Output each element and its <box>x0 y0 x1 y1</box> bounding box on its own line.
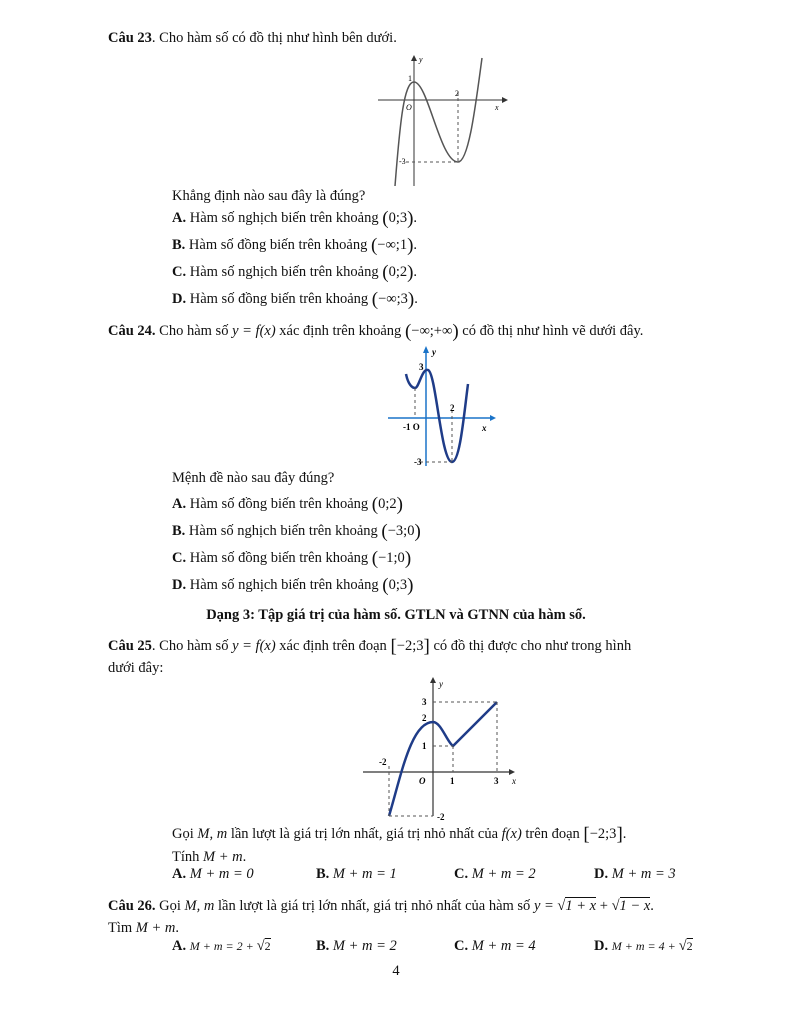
q23-option-d[interactable]: D. Hàm số đồng biến trên khoảng (−∞;3). <box>172 289 418 310</box>
q23-x-arrow <box>502 97 508 103</box>
q26-option-a[interactable]: A. M + m = 2 + √2 <box>172 938 271 954</box>
q25-option-b[interactable]: B. M + m = 1 <box>316 866 397 882</box>
q25-x-label: x <box>512 776 516 786</box>
sqrt-sign: √ <box>678 938 687 954</box>
section-title: Dạng 3: Tập giá trị của hàm số. GTLN và GTNN của hàm số. <box>206 607 586 623</box>
q25-x-arrow <box>509 769 515 775</box>
sqrt-sign: √ <box>611 898 620 914</box>
q25-label: Câu 25 <box>108 638 152 654</box>
q24-x-mark: 2 <box>450 403 455 413</box>
q25-y-label: y <box>439 679 443 689</box>
sqrt-sign: √ <box>256 938 265 954</box>
q25-text-line1: Gọi M, m lần lượt là giá trị lớn nhất, giá trị nhỏ nhất của f(x) trên đoạn [−2;3]. <box>172 824 627 845</box>
q25-stem: Câu 25. Cho hàm số y = f(x) xác định trên đoạn [−2;3] có đồ thị được cho như trong hình <box>108 636 632 657</box>
q26-label: Câu 26. <box>108 898 156 914</box>
q23-origin: O <box>406 103 412 112</box>
q23-y-label: y <box>419 55 423 64</box>
q24-option-d[interactable]: D. Hàm số nghịch biến trên khoảng (0;3) <box>172 575 414 596</box>
q24-question: Mệnh đề nào sau đây đúng? <box>172 470 335 486</box>
q23-x-mark: 2 <box>455 89 459 98</box>
q25-stem-line2: dưới đây: <box>108 660 164 676</box>
q26-stem: Câu 26. Gọi M, m lần lượt là giá trị lớn nhất, giá trị nhỏ nhất của hàm số y = √1 + x + √1 − x. <box>108 898 654 914</box>
q24-curve <box>406 370 468 462</box>
q24-graph <box>386 344 498 468</box>
q26-option-c[interactable]: C. M + m = 4 <box>454 938 536 954</box>
q25-y-arrow <box>430 677 436 683</box>
q24-option-c[interactable]: C. Hàm số đồng biến trên khoảng (−1;0) <box>172 548 412 569</box>
q23-y-min: -3 <box>399 157 406 166</box>
q24-y-min: -3 <box>414 457 422 467</box>
q25-y-neg2: -2 <box>437 812 445 822</box>
q26-line2: Tìm M + m. <box>108 920 180 936</box>
q25-x3: 3 <box>494 776 499 786</box>
q25-y2: 2 <box>422 713 427 723</box>
q25-text-line2: Tính M + m. <box>172 849 247 865</box>
q24-x-arrow <box>490 415 496 421</box>
q23-graph <box>374 52 514 188</box>
q24-y-top: 3 <box>419 362 424 372</box>
q23-x-label: x <box>495 103 499 112</box>
q24-x-label: x <box>482 423 487 433</box>
q24-option-a[interactable]: A. Hàm số đồng biến trên khoảng (0;2) <box>172 494 403 515</box>
q25-graph <box>355 676 523 822</box>
q25-option-a[interactable]: A. M + m = 0 <box>172 866 254 882</box>
q24-stem: Câu 24. Cho hàm số y = f(x) xác định trên khoảng (−∞;+∞) có đồ thị như hình vẽ dưới đây. <box>108 321 644 342</box>
q23-stem: Câu 23. Cho hàm số có đồ thị như hình bên dưới. <box>108 30 397 46</box>
q25-option-d[interactable]: D. M + m = 3 <box>594 866 676 882</box>
q25-y1: 1 <box>422 741 427 751</box>
q25-y3: 3 <box>422 697 427 707</box>
q23-y-arrow <box>411 55 417 61</box>
q23-y-top: 1 <box>408 74 412 83</box>
sqrt-sign: √ <box>557 898 566 914</box>
q26-option-d[interactable]: D. M + m = 4 + √2 <box>594 938 693 954</box>
q25-x-neg2: -2 <box>379 757 387 767</box>
q24-label: Câu 24. <box>108 323 156 339</box>
q23-option-c[interactable]: C. Hàm số nghịch biến trên khoảng (0;2). <box>172 262 418 283</box>
q23-question: Khẳng định nào sau đây là đúng? <box>172 188 366 204</box>
q24-y-label: y <box>432 347 436 357</box>
q26-option-b[interactable]: B. M + m = 2 <box>316 938 397 954</box>
q25-curve <box>389 702 497 816</box>
q24-y-arrow <box>423 346 429 353</box>
q25-option-c[interactable]: C. M + m = 2 <box>454 866 536 882</box>
page-number: 4 <box>392 963 400 979</box>
q24-origin: -1 O <box>403 422 420 432</box>
q24-option-b[interactable]: B. Hàm số nghịch biến trên khoảng (−3;0) <box>172 521 421 542</box>
q25-x1: 1 <box>450 776 455 786</box>
q25-origin: O <box>419 776 426 786</box>
q23-option-a[interactable]: A. Hàm số nghịch biến trên khoảng (0;3). <box>172 208 418 229</box>
q23-option-b[interactable]: B. Hàm số đồng biến trên khoảng (−∞;1). <box>172 235 418 256</box>
q23-label: Câu 23 <box>108 30 152 46</box>
